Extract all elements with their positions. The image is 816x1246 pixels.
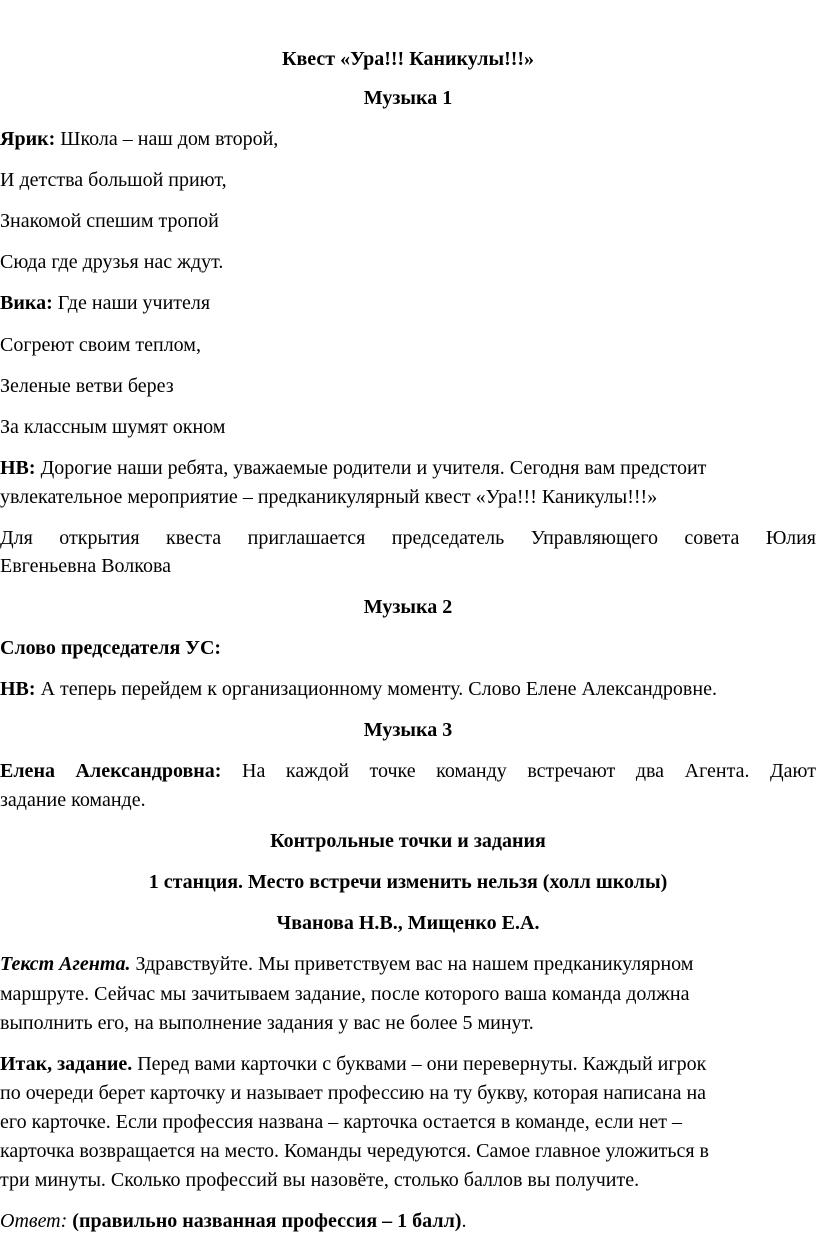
music-1-heading: Музыка 1 (363, 87, 453, 109)
speaker-word: Елена (0, 760, 55, 782)
word: приглашается (247, 527, 366, 549)
music-2-heading: Музыка 2 (363, 596, 453, 618)
elena-line-1 (0, 759, 816, 783)
answer-label: Ответ: (0, 1210, 68, 1232)
speaker-vika: Вика: (0, 292, 53, 314)
word: квеста (166, 527, 222, 549)
word: Агента. (684, 760, 750, 782)
word: каждой (285, 760, 349, 782)
task-line-1 (0, 1052, 706, 1076)
word: Юлия (765, 527, 816, 549)
speaker-nv: НВ: (0, 678, 36, 700)
task-label: Итак, задание. (0, 1053, 133, 1075)
vika-line-3: Зеленые ветви берез (0, 375, 174, 397)
music-3-heading: Музыка 3 (363, 719, 453, 741)
nv-line-1 (0, 456, 706, 480)
word: На (242, 760, 266, 782)
vika-line-2: Согреют своим теплом, (0, 334, 201, 356)
answer-period: . (461, 1210, 467, 1232)
agent-text-1: Здравствуйте. Мы приветствуем вас на нашем предканикулярном (130, 953, 694, 975)
document-title: Квест «Ура!!! Каникулы!!!» (281, 48, 535, 70)
vika-line-1 (0, 291, 210, 315)
answer-text: (правильно названная профессия – 1 балл) (72, 1210, 462, 1232)
agent-line-2: маршруте. Сейчас мы зачитываем задание, после которого ваша команда должна (0, 983, 690, 1005)
word: встречают (527, 760, 616, 782)
word: Для (0, 527, 33, 549)
agent-line-3: выполнить его, на выполнение задания у вас не более 5 минут. (0, 1012, 534, 1034)
speaker-word: Александровна: (75, 760, 222, 782)
word: точке (369, 760, 416, 782)
nv-text-2: А теперь перейдем к организационному моменту. Слово Елене Александровне. (35, 678, 717, 700)
task-line-2: по очереди берет карточку и называет профессию на ту букву, которая написана на (0, 1082, 707, 1104)
checkpoints-heading: Контрольные точки и задания (270, 830, 546, 852)
word: Дают (770, 760, 816, 782)
agent-line-1 (0, 952, 693, 976)
task-line-5: три минуты. Сколько профессий вы назовёте, столько баллов вы получите. (0, 1169, 640, 1191)
chairman-word: Слово председателя УС: (0, 637, 222, 659)
yarik-line-3: Знакомой спешим тропой (0, 210, 219, 232)
task-line-4: карточка возвращается на место. Команды чередуются. Самое главное уложиться в (0, 1140, 709, 1162)
opening-line-2: Евгеньевна Волкова (0, 555, 172, 577)
word: совета (684, 527, 740, 549)
word: команду (436, 760, 507, 782)
yarik-line-4: Сюда где друзья нас ждут. (0, 251, 224, 273)
opening-line-1 (0, 526, 816, 550)
station-people: Чванова Н.В., Мищенко Е.А. (276, 912, 540, 934)
station-1-heading: 1 станция. Место встречи изменить нельзя (холл школы) (148, 871, 668, 893)
yarik-line-2: И детства большой приют, (0, 169, 227, 191)
vika-line-4: За классным шумят окном (0, 416, 226, 438)
task-line-3: его карточке. Если профессия названа – карточка остается в команде, если нет – (0, 1111, 682, 1133)
speaker-nv: НВ: (0, 457, 36, 479)
task-text-1: Перед вами карточки с буквами – они перевернуты. Каждый игрок (132, 1053, 707, 1075)
yarik-text-1: Школа – наш дом второй, (55, 128, 279, 150)
word: Управляющего (530, 527, 658, 549)
word: открытия (59, 527, 140, 549)
speaker-yarik: Ярик: (0, 128, 56, 150)
nv-text-1: Дорогие наши ребята, уважаемые родители и учителя. Сегодня вам предстоит (35, 457, 707, 479)
nv-line-2: увлекательное мероприятие – предканикулярный квест «Ура!!! Каникулы!!!» (0, 486, 658, 508)
word: председатель (391, 527, 505, 549)
vika-text-1: Где наши учителя (52, 292, 211, 314)
word: два (635, 760, 665, 782)
elena-line-2: задание команде. (0, 789, 146, 811)
nv-line-3 (0, 677, 717, 701)
answer-line (0, 1209, 466, 1233)
yarik-line-1 (0, 127, 278, 151)
agent-label: Текст Агента. (0, 953, 131, 975)
